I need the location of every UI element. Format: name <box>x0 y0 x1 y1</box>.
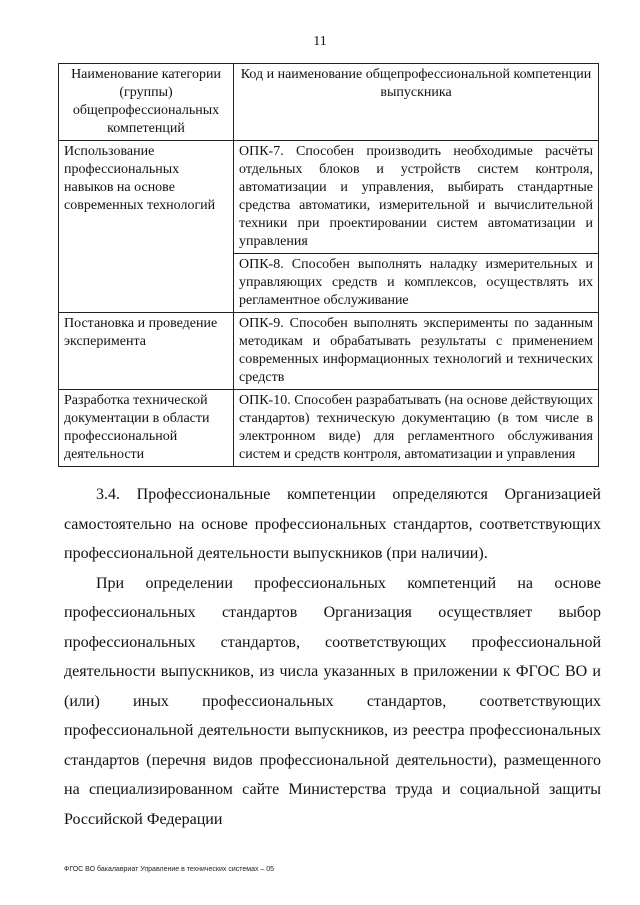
competence-cell: ОПК-7. Способен производить необходимые расчёты отдельных блоков и устройств систем контроля, автоматизации и управления, выбирать стандартные средства автоматики, измерительной и вычислительной техники при проектировании систем автоматизации и управления <box>234 141 599 254</box>
header-category: Наименование категории (группы) общепрофессиональных компетенций <box>59 64 234 141</box>
category-cell: Разработка технической документации в области профессиональной деятельности <box>59 390 234 467</box>
table-header-row <box>59 64 599 141</box>
paragraph: 3.4. Профессиональные компетенции определяются Организацией самостоятельно на основе профессиональных стандартов, соответствующих профессиональной деятельности выпускников (при наличии). <box>64 486 601 562</box>
table-row <box>59 141 599 254</box>
table-row <box>59 390 599 467</box>
category-cell: Постановка и проведение эксперимента <box>59 313 234 390</box>
competence-cell: ОПК-9. Способен выполнять эксперименты по заданным методикам и обрабатывать результаты с применением современных информационных технологий и технических средств <box>234 313 599 390</box>
table-row <box>59 313 599 390</box>
paragraph: При определении профессиональных компетенций на основе профессиональных стандартов Организация осуществляет выбор профессиональных стандартов, соответствующих профессиональной деятельности выпускников, из числа указанных в приложении к ФГОС ВО и (или) иных профессиональных стандартов, соответствующих профессиональной деятельности выпускников, из реестра профессиональных стандартов (перечня видов профессиональной деятельности), размещенного на специализированном сайте Министерства труда и социальной защиты Российской Федерации <box>64 574 601 828</box>
header-competence: Код и наименование общепрофессиональной компетенции выпускника <box>234 64 599 141</box>
body-text <box>64 480 601 834</box>
category-cell: Использование профессиональных навыков на основе современных технологий <box>59 141 234 313</box>
footer-note: ФГОС ВО бакалавриат Управление в технических системах – 05 <box>64 866 275 873</box>
competences-table <box>58 63 599 467</box>
competence-cell: ОПК-8. Способен выполнять наладку измерительных и управляющих средств и комплексов, осуществлять их регламентное обслуживание <box>234 254 599 313</box>
competence-cell: ОПК-10. Способен разрабатывать (на основе действующих стандартов) техническую документацию (в том числе в электронном виде) для регламентного обслуживания систем и средств контроля, автоматизации и управления <box>234 390 599 467</box>
page-number: 11 <box>313 34 327 49</box>
